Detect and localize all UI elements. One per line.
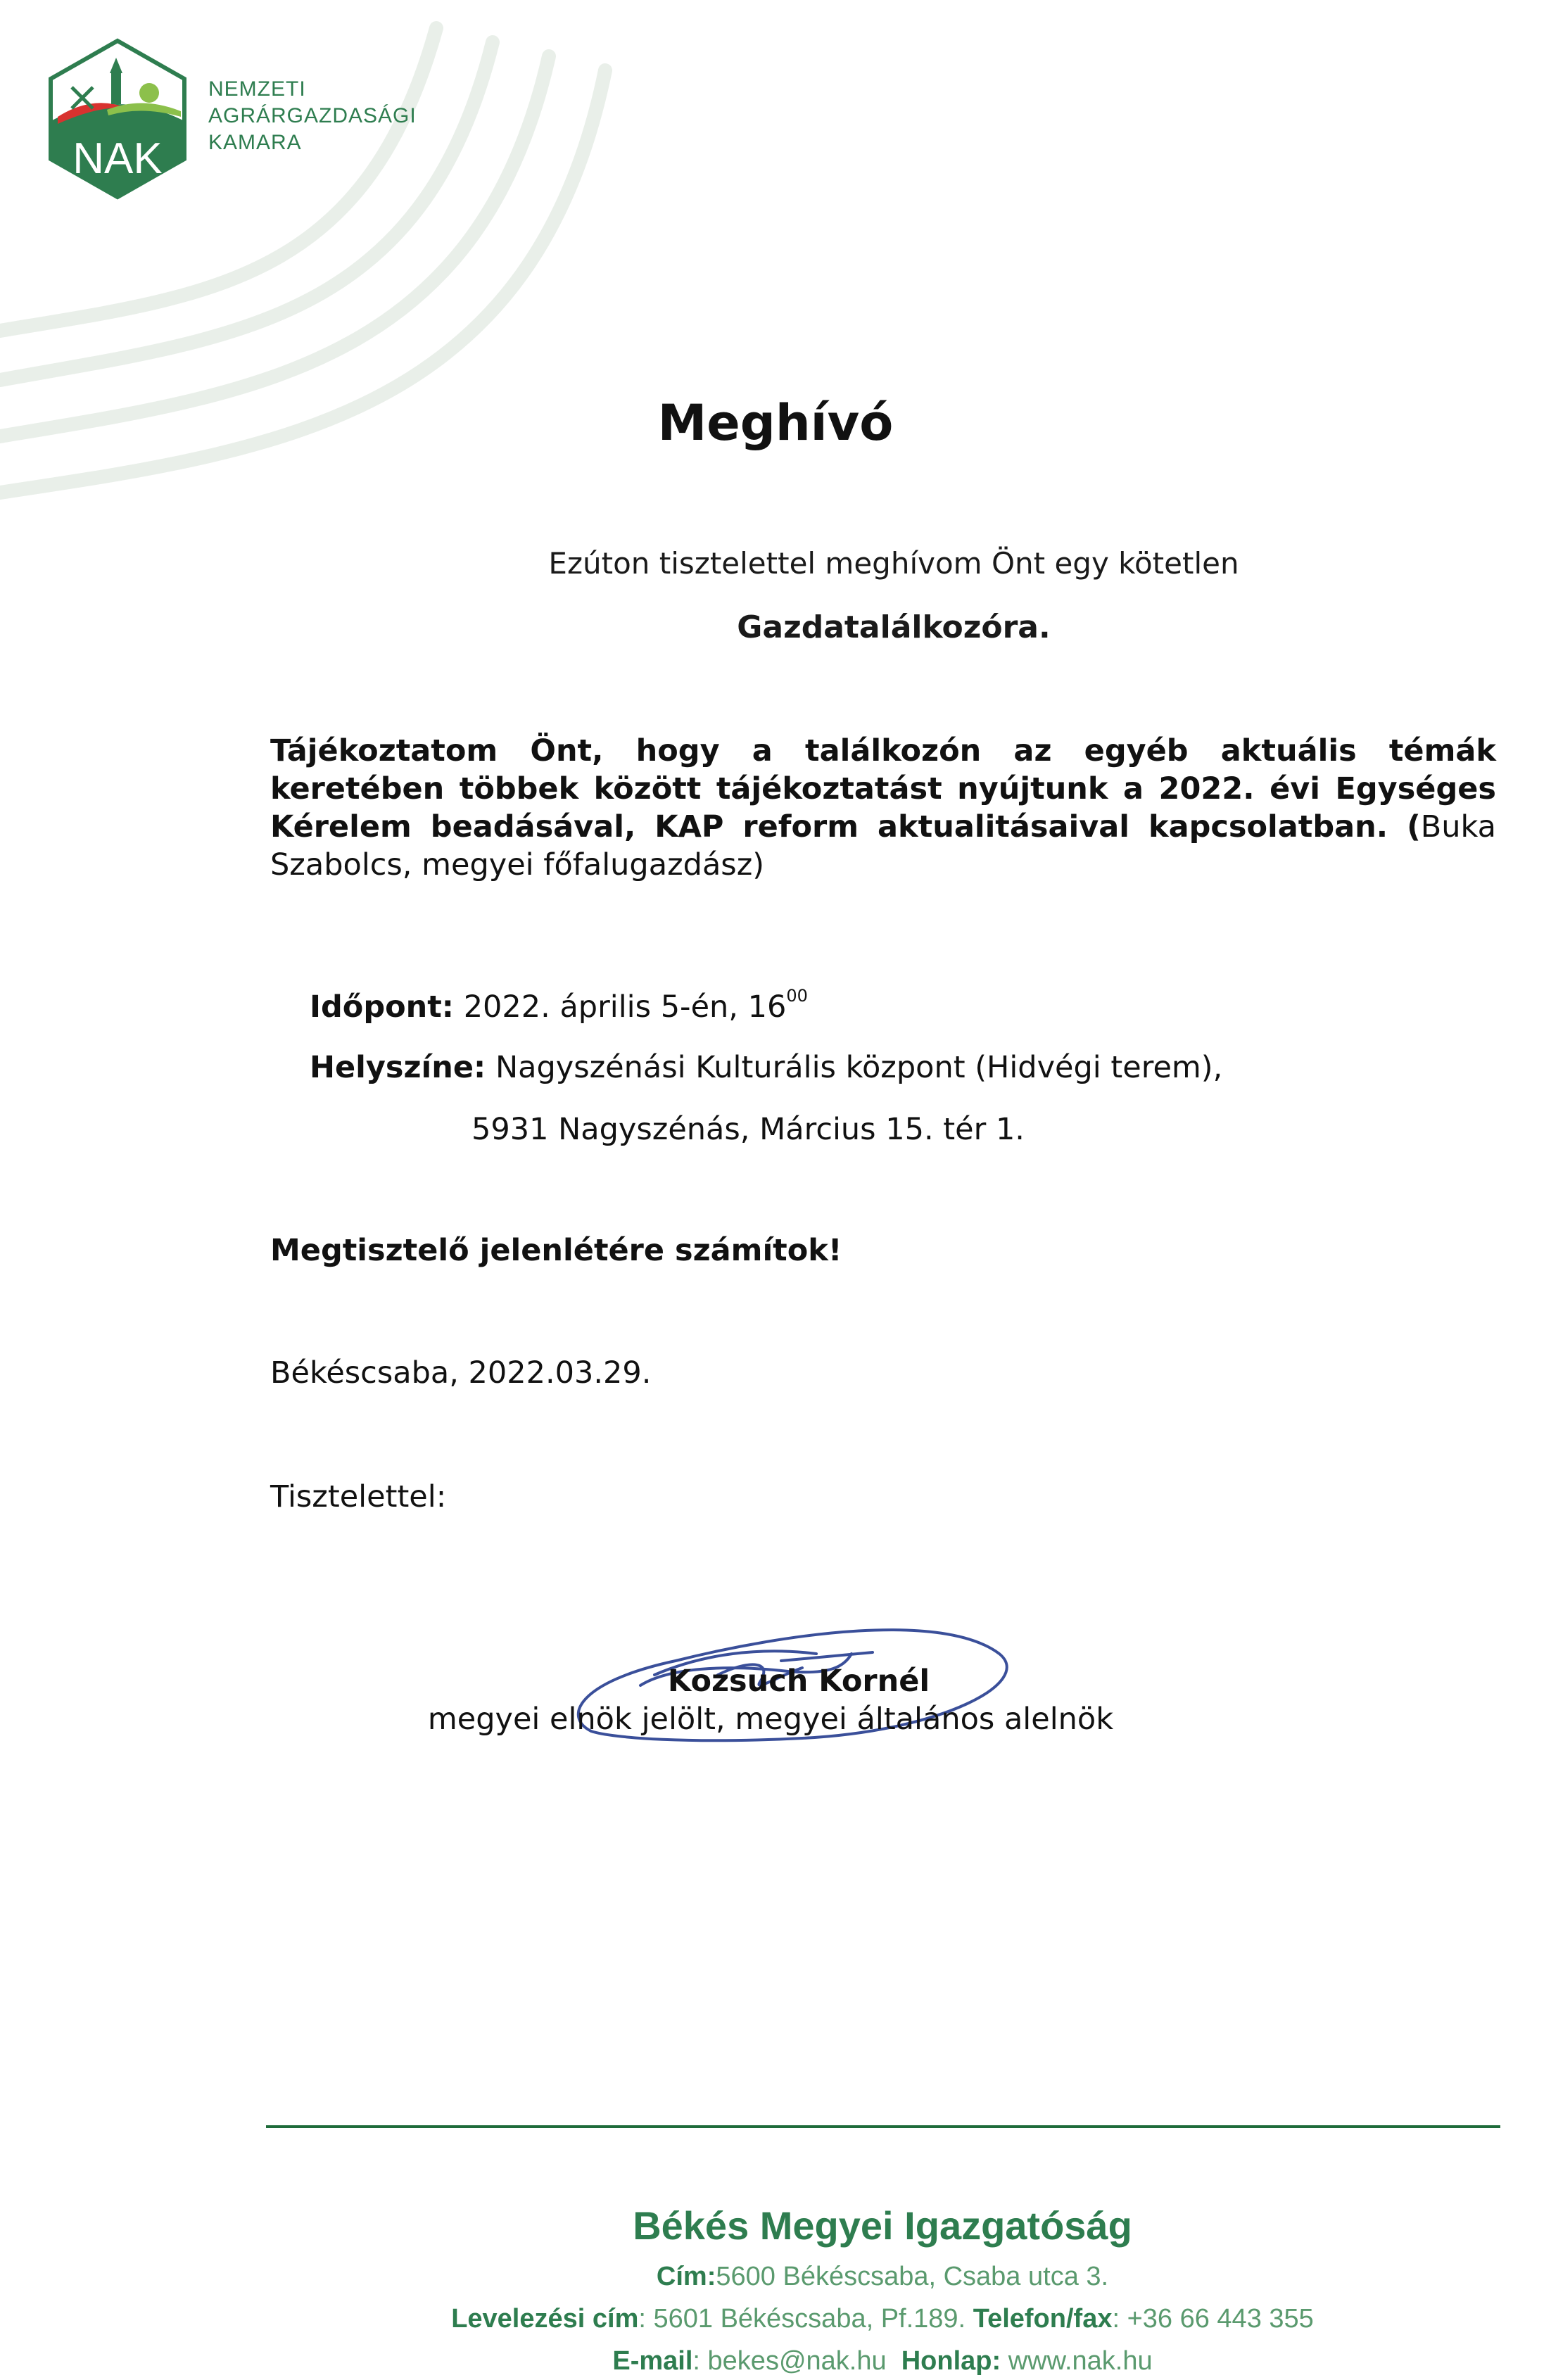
footer-mail-value: : 5601 Békéscsaba, Pf.189. <box>638 2304 966 2334</box>
footer-web-value[interactable]: www.nak.hu <box>1001 2346 1153 2376</box>
place-label: Helyszíne: <box>310 1050 486 1085</box>
greeting: Tisztelettel: <box>270 1479 447 1514</box>
time-row <box>310 986 808 1025</box>
footer-email-label: E-mail <box>612 2346 693 2376</box>
footer-address-label: Cím: <box>656 2262 716 2291</box>
letter-title: Meghívó <box>657 394 894 452</box>
time-superscript: 00 <box>786 986 808 1006</box>
place-value: Nagyszénási Kulturális központ (Hidvégi terem), <box>495 1050 1223 1085</box>
footer-office-name: Békés Megyei Igazgatóság <box>633 2203 1132 2248</box>
time-label: Időpont: <box>310 989 455 1025</box>
footer-mail-label: Levelezési cím <box>451 2304 639 2334</box>
closing-text: Megtisztelő jelenlétére számítok! <box>270 1233 842 1268</box>
footer-address-line <box>0 2262 1551 2292</box>
footer-phone-label: Telefon/fax <box>973 2304 1113 2334</box>
place-row <box>310 1050 1222 1085</box>
footer-phone-value: : +36 66 443 355 <box>1112 2304 1314 2334</box>
event-name: Gazdatalálkozóra. <box>737 609 1051 645</box>
info-bold-text: Tájékoztatom Önt, hogy a találkozón az egyéb aktuális témák keretében többek között tájékoztatást nyújtunk a 2022. évi Egységes Kérelem beadásával, KAP reform aktualitásaival kapcsolatban. ( <box>270 733 1496 844</box>
nak-logo <box>44 38 191 200</box>
footer-mail-phone-line <box>0 2304 1551 2334</box>
info-speaker-text: Buka Szabolcs, megyei főfalugazdász) <box>270 809 1496 882</box>
org-name-line3: KAMARA <box>208 131 302 154</box>
org-name-line1: NEMZETI <box>208 77 306 101</box>
footer-email-value[interactable]: : bekes@nak.hu <box>692 2346 887 2376</box>
signer-title: megyei elnök jelölt, megyei általános alelnök <box>427 1702 1114 1737</box>
svg-text:NAK: NAK <box>72 134 163 183</box>
footer-divider <box>266 2125 1500 2128</box>
place-address: 5931 Nagyszénás, Március 15. tér 1. <box>471 1112 1025 1147</box>
footer-web-label: Honlap: <box>901 2346 1001 2376</box>
signer-name: Kozsuch Kornél <box>667 1664 930 1699</box>
intro-line: Ezúton tisztelettel meghívom Önt egy kötetlen <box>548 546 1239 581</box>
time-value: 2022. április 5-én, 16 <box>463 989 787 1025</box>
footer-contact-line <box>0 2346 1551 2376</box>
info-paragraph <box>270 732 1496 884</box>
footer-address-value: 5600 Békéscsaba, Csaba utca 3. <box>716 2262 1109 2291</box>
org-name-line2: AGRÁRGAZDASÁGI <box>208 104 417 127</box>
place-date: Békéscsaba, 2022.03.29. <box>270 1355 652 1391</box>
